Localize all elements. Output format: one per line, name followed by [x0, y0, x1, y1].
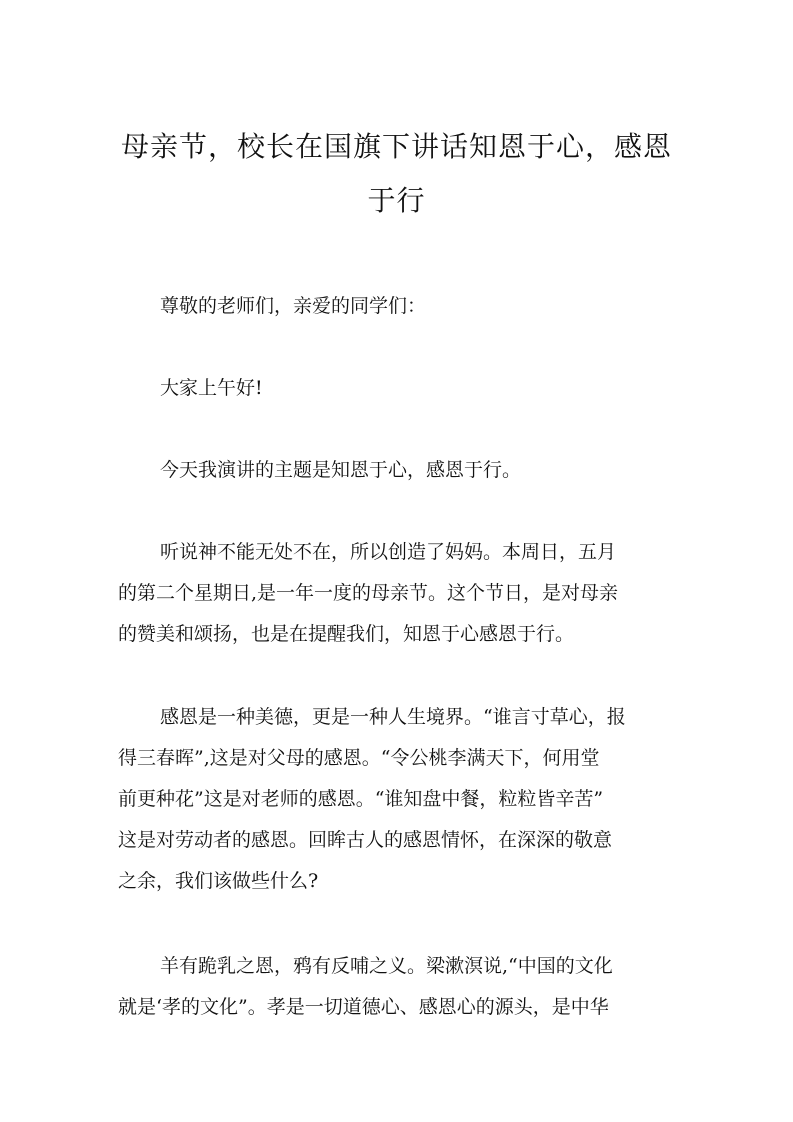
gratitude-paragraph — [118, 697, 675, 902]
title-line: 母亲节，校长在国旗下讲话知恩于心，感恩 — [120, 130, 672, 163]
greeting-paragraph — [118, 368, 675, 409]
paragraph-line: 大家上午好! — [160, 377, 263, 399]
mothers-day-paragraph — [118, 532, 675, 655]
paragraph-line: 尊敬的老师们，亲爱的同学们： — [160, 295, 427, 317]
paragraph-line: 得三春晖”,这是对父母的感恩。“令公桃李满天下，何用堂 — [118, 747, 600, 769]
salutation-paragraph — [118, 286, 675, 327]
paragraph-line: 的赞美和颂扬，也是在提醒我们，知恩于心感恩于行。 — [118, 623, 575, 645]
paragraph-line: 听说神不能无处不在，所以创造了妈妈。本周日，五月 — [160, 541, 617, 563]
document-title — [100, 120, 693, 228]
paragraph-line: 感恩是一种美德，更是一种人生境界。“谁言寸草心，报 — [160, 706, 626, 728]
paragraph-line: 今天我演讲的主题是知恩于心，感恩于行。 — [160, 459, 522, 481]
theme-paragraph — [118, 450, 675, 491]
filial-piety-paragraph — [118, 946, 675, 1028]
paragraph-line: 的第二个星期日,是一年一度的母亲节。这个节日，是对母亲 — [118, 582, 619, 604]
paragraph-line: 之余，我们该做些什么? — [118, 870, 319, 892]
paragraph-line: 就是‘孝的文化”。孝是一切道德心、感恩心的源头，是中华 — [118, 996, 609, 1018]
paragraph-line: 羊有跪乳之恩，鸦有反哺之义。梁漱溟说,“中国的文化 — [160, 955, 613, 977]
paragraph-line: 前更种花”这是对老师的感恩。“谁知盘中餐，粒粒皆辛苦” — [118, 788, 604, 810]
paragraph-line: 这是对劳动者的感恩。回眸古人的感恩情怀，在深深的敬意 — [118, 829, 613, 851]
title-line: 于行 — [367, 184, 426, 217]
